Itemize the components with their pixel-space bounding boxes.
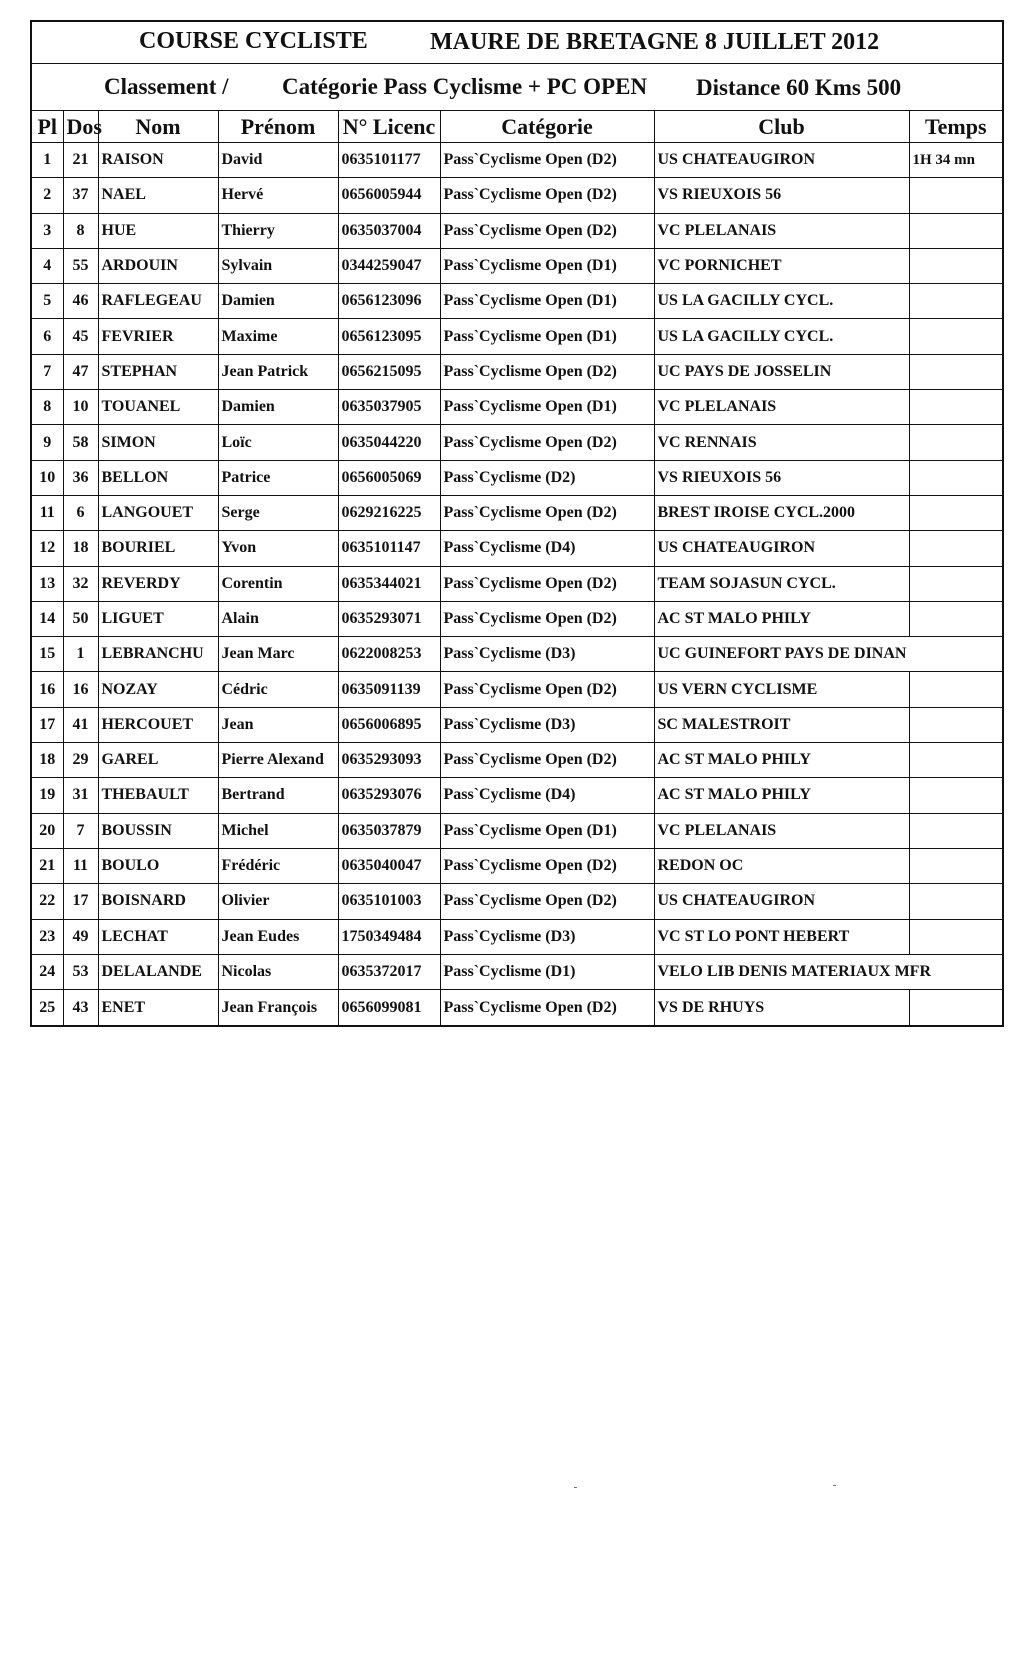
header-col-nom: Nom (98, 111, 218, 143)
cell-pl: 23 (32, 919, 63, 954)
cell-categorie: Pass`Cyclisme Open (D2) (440, 425, 654, 460)
cell-licence: 0656005944 (338, 178, 440, 213)
cell-prenom: Maxime (218, 319, 338, 354)
cell-pl: 11 (32, 495, 63, 530)
cell-prenom: Olivier (218, 884, 338, 919)
cell-licence: 0656215095 (338, 354, 440, 389)
cell-prenom: Hervé (218, 178, 338, 213)
table-row (32, 884, 1002, 919)
cell-club: VELO LIB DENIS MATERIAUX MFR (654, 954, 1002, 989)
cell-licence: 0635040047 (338, 848, 440, 883)
table-row (32, 213, 1002, 248)
cell-nom: GAREL (98, 743, 218, 778)
cell-licence: 0629216225 (338, 495, 440, 530)
table-header (32, 111, 1002, 143)
cell-club: US CHATEAUGIRON (654, 143, 909, 178)
cell-prenom: Frédéric (218, 848, 338, 883)
cell-pl: 22 (32, 884, 63, 919)
cell-temps (909, 460, 1002, 495)
cell-temps (909, 848, 1002, 883)
cell-categorie: Pass`Cyclisme Open (D2) (440, 143, 654, 178)
cell-club: VC ST LO PONT HEBERT (654, 919, 909, 954)
cell-licence: 0635293076 (338, 778, 440, 813)
cell-club: VC PORNICHET (654, 248, 909, 283)
cell-pl: 8 (32, 390, 63, 425)
cell-nom: STEPHAN (98, 354, 218, 389)
cell-categorie: Pass`Cyclisme Open (D2) (440, 672, 654, 707)
cell-prenom: David (218, 143, 338, 178)
table-row (32, 143, 1002, 178)
cell-categorie: Pass`Cyclisme Open (D1) (440, 248, 654, 283)
cell-nom: NOZAY (98, 672, 218, 707)
cell-licence: 0622008253 (338, 637, 440, 672)
cell-nom: FEVRIER (98, 319, 218, 354)
cell-dos: 10 (63, 390, 98, 425)
event-place-date: MAURE DE BRETAGNE 8 JUILLET 2012 (430, 29, 880, 55)
table-row (32, 601, 1002, 636)
cell-licence: 0656123095 (338, 319, 440, 354)
cell-prenom: Jean Eudes (218, 919, 338, 954)
table-row (32, 919, 1002, 954)
cell-club: VS DE RHUYS (654, 990, 909, 1025)
event-title: COURSE CYCLISTE (139, 28, 368, 54)
cell-dos: 50 (63, 601, 98, 636)
cell-temps (909, 248, 1002, 283)
cell-nom: DELALANDE (98, 954, 218, 989)
cell-pl: 16 (32, 672, 63, 707)
header-col-categorie: Catégorie (440, 111, 654, 143)
cell-licence: 0344259047 (338, 248, 440, 283)
cell-nom: THEBAULT (98, 778, 218, 813)
cell-club: VC PLELANAIS (654, 213, 909, 248)
table-row (32, 954, 1002, 989)
cell-dos: 1 (63, 637, 98, 672)
cell-dos: 45 (63, 319, 98, 354)
cell-pl: 3 (32, 213, 63, 248)
cell-temps (909, 990, 1002, 1025)
cell-dos: 31 (63, 778, 98, 813)
table-row (32, 390, 1002, 425)
cell-dos: 58 (63, 425, 98, 460)
cell-pl: 7 (32, 354, 63, 389)
cell-temps (909, 319, 1002, 354)
cell-pl: 21 (32, 848, 63, 883)
cell-licence: 0635044220 (338, 425, 440, 460)
table-row (32, 743, 1002, 778)
results-sheet (30, 20, 1004, 1027)
header-col-club: Club (654, 111, 909, 143)
cell-prenom: Michel (218, 813, 338, 848)
cell-club: VC PLELANAIS (654, 813, 909, 848)
cell-dos: 11 (63, 848, 98, 883)
cell-dos: 37 (63, 178, 98, 213)
cell-prenom: Serge (218, 495, 338, 530)
table-row (32, 707, 1002, 742)
cell-categorie: Pass`Cyclisme Open (D2) (440, 213, 654, 248)
cell-pl: 12 (32, 531, 63, 566)
cell-pl: 2 (32, 178, 63, 213)
cell-prenom: Jean Marc (218, 637, 338, 672)
cell-club: UC GUINEFORT PAYS DE DINAN (654, 637, 1002, 672)
cell-temps (909, 495, 1002, 530)
cell-licence: 1750349484 (338, 919, 440, 954)
cell-club: US CHATEAUGIRON (654, 884, 909, 919)
table-row (32, 990, 1002, 1025)
table-row (32, 672, 1002, 707)
cell-temps (909, 601, 1002, 636)
cell-licence: 0635372017 (338, 954, 440, 989)
cell-categorie: Pass`Cyclisme (D4) (440, 531, 654, 566)
cell-licence: 0635037905 (338, 390, 440, 425)
cell-categorie: Pass`Cyclisme Open (D1) (440, 284, 654, 319)
table-row (32, 778, 1002, 813)
cell-nom: ENET (98, 990, 218, 1025)
cell-dos: 41 (63, 707, 98, 742)
cell-licence: 0635091139 (338, 672, 440, 707)
cell-dos: 43 (63, 990, 98, 1025)
table-row (32, 566, 1002, 601)
table-body (32, 143, 1002, 1025)
cell-temps (909, 884, 1002, 919)
cell-categorie: Pass`Cyclisme Open (D1) (440, 390, 654, 425)
cell-pl: 5 (32, 284, 63, 319)
scan-speck (574, 1487, 577, 1488)
header-col-pl: Pl (32, 111, 63, 143)
cell-dos: 8 (63, 213, 98, 248)
cell-nom: BOURIEL (98, 531, 218, 566)
cell-temps (909, 284, 1002, 319)
cell-categorie: Pass`Cyclisme Open (D2) (440, 990, 654, 1025)
cell-dos: 36 (63, 460, 98, 495)
cell-categorie: Pass`Cyclisme (D3) (440, 919, 654, 954)
cell-nom: LANGOUET (98, 495, 218, 530)
category-label: Catégorie Pass Cyclisme + PC OPEN (282, 74, 648, 99)
cell-pl: 6 (32, 319, 63, 354)
cell-licence: 0635101003 (338, 884, 440, 919)
header-col-prenom: Prénom (218, 111, 338, 143)
cell-nom: RAISON (98, 143, 218, 178)
cell-nom: RAFLEGEAU (98, 284, 218, 319)
cell-temps (909, 178, 1002, 213)
cell-categorie: Pass`Cyclisme Open (D2) (440, 848, 654, 883)
cell-pl: 4 (32, 248, 63, 283)
cell-nom: LIGUET (98, 601, 218, 636)
cell-club: BREST IROISE CYCL.2000 (654, 495, 909, 530)
cell-pl: 9 (32, 425, 63, 460)
subtitle-row (32, 64, 1002, 111)
cell-pl: 20 (32, 813, 63, 848)
cell-licence: 0635101177 (338, 143, 440, 178)
cell-pl: 10 (32, 460, 63, 495)
cell-nom: LEBRANCHU (98, 637, 218, 672)
cell-prenom: Jean (218, 707, 338, 742)
cell-dos: 16 (63, 672, 98, 707)
cell-prenom: Sylvain (218, 248, 338, 283)
cell-categorie: Pass`Cyclisme Open (D2) (440, 566, 654, 601)
header-col-dos: Dos (63, 111, 98, 143)
cell-prenom: Thierry (218, 213, 338, 248)
cell-licence: 0635101147 (338, 531, 440, 566)
cell-categorie: Pass`Cyclisme Open (D2) (440, 495, 654, 530)
cell-pl: 15 (32, 637, 63, 672)
cell-licence: 0635293093 (338, 743, 440, 778)
cell-nom: ARDOUIN (98, 248, 218, 283)
cell-temps (909, 354, 1002, 389)
cell-dos: 7 (63, 813, 98, 848)
cell-temps (909, 566, 1002, 601)
cell-temps (909, 778, 1002, 813)
cell-nom: LECHAT (98, 919, 218, 954)
cell-prenom: Damien (218, 390, 338, 425)
cell-pl: 24 (32, 954, 63, 989)
cell-categorie: Pass`Cyclisme Open (D1) (440, 319, 654, 354)
cell-dos: 55 (63, 248, 98, 283)
cell-temps (909, 390, 1002, 425)
cell-licence: 0635037879 (338, 813, 440, 848)
table-row (32, 495, 1002, 530)
cell-club: US VERN CYCLISME (654, 672, 909, 707)
cell-club: VC RENNAIS (654, 425, 909, 460)
cell-prenom: Loïc (218, 425, 338, 460)
distance-label: Distance 60 Kms 500 (696, 75, 902, 100)
cell-categorie: Pass`Cyclisme Open (D1) (440, 813, 654, 848)
cell-club: VS RIEUXOIS 56 (654, 460, 909, 495)
results-table (32, 111, 1002, 1025)
cell-licence: 0635293071 (338, 601, 440, 636)
cell-temps: 1H 34 mn (909, 143, 1002, 178)
cell-nom: TOUANEL (98, 390, 218, 425)
cell-dos: 6 (63, 495, 98, 530)
cell-nom: HUE (98, 213, 218, 248)
table-row (32, 637, 1002, 672)
header-col-temps: Temps (909, 111, 1002, 143)
cell-temps (909, 213, 1002, 248)
cell-prenom: Corentin (218, 566, 338, 601)
cell-prenom: Cédric (218, 672, 338, 707)
cell-pl: 1 (32, 143, 63, 178)
cell-prenom: Alain (218, 601, 338, 636)
cell-pl: 14 (32, 601, 63, 636)
cell-licence: 0656006895 (338, 707, 440, 742)
cell-licence: 0656005069 (338, 460, 440, 495)
cell-prenom: Patrice (218, 460, 338, 495)
cell-pl: 19 (32, 778, 63, 813)
cell-categorie: Pass`Cyclisme Open (D2) (440, 354, 654, 389)
cell-club: VC PLELANAIS (654, 390, 909, 425)
cell-nom: BOUSSIN (98, 813, 218, 848)
cell-categorie: Pass`Cyclisme Open (D2) (440, 601, 654, 636)
cell-club: US LA GACILLY CYCL. (654, 284, 909, 319)
cell-categorie: Pass`Cyclisme (D2) (440, 460, 654, 495)
cell-club: REDON OC (654, 848, 909, 883)
cell-categorie: Pass`Cyclisme Open (D2) (440, 884, 654, 919)
cell-nom: REVERDY (98, 566, 218, 601)
cell-nom: HERCOUET (98, 707, 218, 742)
cell-club: US CHATEAUGIRON (654, 531, 909, 566)
title-row (32, 22, 1002, 64)
cell-nom: BOISNARD (98, 884, 218, 919)
cell-club: AC ST MALO PHILY (654, 743, 909, 778)
table-row (32, 425, 1002, 460)
cell-categorie: Pass`Cyclisme (D1) (440, 954, 654, 989)
table-row (32, 848, 1002, 883)
cell-dos: 47 (63, 354, 98, 389)
cell-prenom: Yvon (218, 531, 338, 566)
cell-club: AC ST MALO PHILY (654, 601, 909, 636)
cell-categorie: Pass`Cyclisme Open (D2) (440, 743, 654, 778)
header-col-licence: N° Licenc (338, 111, 440, 143)
cell-dos: 17 (63, 884, 98, 919)
cell-dos: 29 (63, 743, 98, 778)
cell-licence: 0635344021 (338, 566, 440, 601)
cell-licence: 0656099081 (338, 990, 440, 1025)
table-row (32, 354, 1002, 389)
cell-nom: NAEL (98, 178, 218, 213)
cell-pl: 13 (32, 566, 63, 601)
cell-temps (909, 425, 1002, 460)
cell-dos: 21 (63, 143, 98, 178)
cell-temps (909, 813, 1002, 848)
cell-dos: 53 (63, 954, 98, 989)
cell-club: US LA GACILLY CYCL. (654, 319, 909, 354)
cell-categorie: Pass`Cyclisme Open (D2) (440, 178, 654, 213)
cell-licence: 0656123096 (338, 284, 440, 319)
cell-club: AC ST MALO PHILY (654, 778, 909, 813)
cell-temps (909, 531, 1002, 566)
cell-prenom: Jean François (218, 990, 338, 1025)
table-row (32, 178, 1002, 213)
cell-temps (909, 919, 1002, 954)
cell-categorie: Pass`Cyclisme (D3) (440, 707, 654, 742)
table-row (32, 531, 1002, 566)
cell-dos: 49 (63, 919, 98, 954)
cell-dos: 46 (63, 284, 98, 319)
table-row (32, 248, 1002, 283)
cell-prenom: Jean Patrick (218, 354, 338, 389)
cell-temps (909, 672, 1002, 707)
cell-club: SC MALESTROIT (654, 707, 909, 742)
table-row (32, 460, 1002, 495)
table-row (32, 319, 1002, 354)
cell-temps (909, 707, 1002, 742)
cell-licence: 0635037004 (338, 213, 440, 248)
cell-pl: 17 (32, 707, 63, 742)
cell-categorie: Pass`Cyclisme (D4) (440, 778, 654, 813)
cell-nom: BELLON (98, 460, 218, 495)
cell-pl: 25 (32, 990, 63, 1025)
cell-dos: 32 (63, 566, 98, 601)
table-row (32, 284, 1002, 319)
cell-club: VS RIEUXOIS 56 (654, 178, 909, 213)
scan-speck (833, 1485, 836, 1486)
cell-nom: SIMON (98, 425, 218, 460)
cell-club: UC PAYS DE JOSSELIN (654, 354, 909, 389)
cell-club: TEAM SOJASUN CYCL. (654, 566, 909, 601)
cell-prenom: Bertrand (218, 778, 338, 813)
classement-label: Classement / (104, 74, 229, 99)
cell-categorie: Pass`Cyclisme (D3) (440, 637, 654, 672)
cell-prenom: Damien (218, 284, 338, 319)
cell-temps (909, 743, 1002, 778)
cell-prenom: Nicolas (218, 954, 338, 989)
cell-pl: 18 (32, 743, 63, 778)
cell-dos: 18 (63, 531, 98, 566)
cell-nom: BOULO (98, 848, 218, 883)
table-row (32, 813, 1002, 848)
cell-prenom: Pierre Alexand (218, 743, 338, 778)
